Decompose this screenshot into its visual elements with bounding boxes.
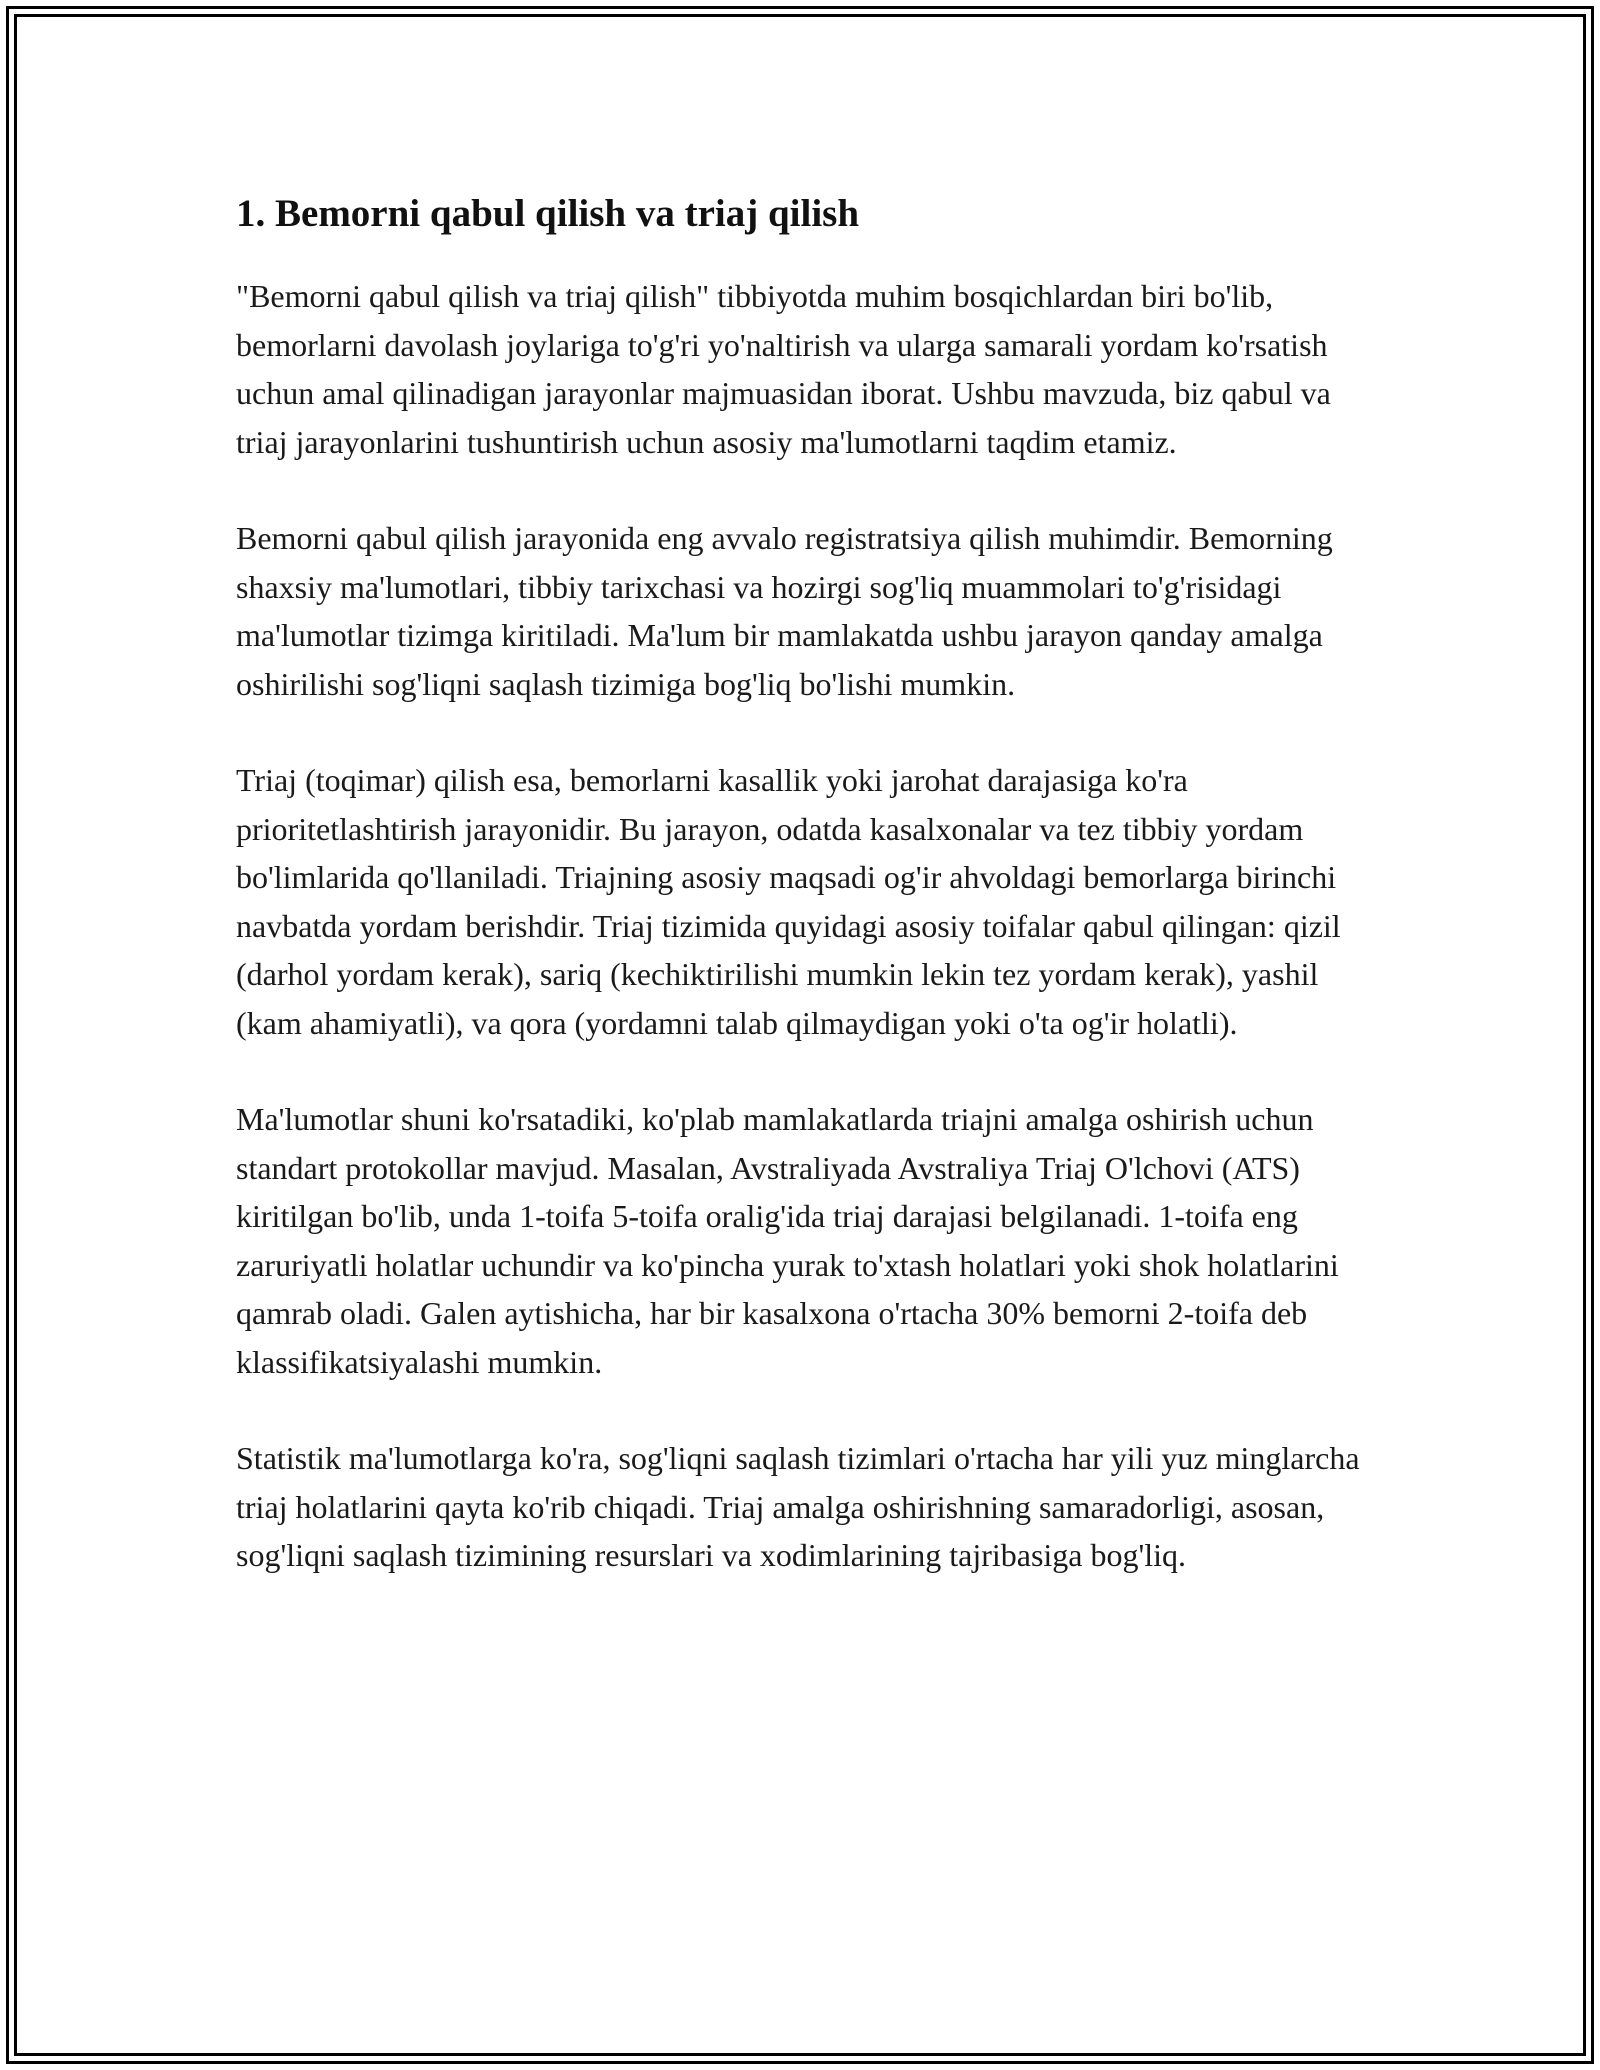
paragraph-registration: Bemorni qabul qilish jarayonida eng avvalo registratsiya qilish muhimdir. Bemorning shaxsiy ma'lumotlari, tibbiy tarixchasi va hozirgi sog'liq muammolari to'g'risidagi ma'lumotlar tizimga kiritiladi. Ma'lum bir mamlakatda ushbu jarayon qanday amalga oshirilishi sog'liqni saqlash tizimiga bog'liq bo'lishi mumkin. xyxy=(236,520,1333,702)
paragraph-protocols: Ma'lumotlar shuni ko'rsatadiki, ko'plab mamlakatlarda triajni amalga oshirish uchun standart protokollar mavjud. Masalan, Avstraliyada Avstraliya Triaj O'lchovi (ATS) kiritilgan bo'lib, unda 1-toifa 5-toifa oralig'ida triaj darajasi belgilanadi. 1-toifa eng zaruriyatli holatlar uchundir va ko'pincha yurak to'xtash holatlari yoki shok holatlarini qamrab oladi. Galen aytishicha, har bir kasalxona o'rtacha 30% bemorni 2-toifa deb klassifikatsiyalashi mumkin. xyxy=(236,1101,1339,1380)
paragraph-triage-categories: Triaj (toqimar) qilish esa, bemorlarni kasallik yoki jarohat darajasiga ko'ra prioritetlashtirish jarayonidir. Bu jarayon, odatda kasalxonalar va tez tibbiy yordam bo'limlarida qo'llaniladi. Triajning asosiy maqsadi og'ir ahvoldagi bemorlarga birinchi navbatda yordam berishdir. Triaj tizimida quyidagi asosiy toifalar qabul qilingan: qizil (darhol yordam kerak), sariq (kechiktirilishi mumkin lekin tez yordam kerak), yashil (kam ahamiyatli), va qora (yordamni talab qilmaydigan yoki o'ta og'ir holatli). xyxy=(236,762,1341,1041)
paragraph-statistics: Statistik ma'lumotlarga ko'ra, sog'liqni saqlash tizimlari o'rtacha har yili yuz minglarcha triaj holatlarini qayta ko'rib chiqadi. Triaj amalga oshirishning samaradorligi, asosan, sog'liqni saqlash tizimining resurslari va xodimlarining tajribasiga bog'liq. xyxy=(236,1440,1360,1573)
document-body xyxy=(236,186,1366,1628)
paragraph-intro: "Bemorni qabul qilish va triaj qilish" tibbiyotda muhim bosqichlardan biri bo'lib, bemorlarni davolash joylariga to'g'ri yo'naltirish va ularga samarali yordam ko'rsatish uchun amal qilinadigan jarayonlar majmuasidan iborat. Ushbu mavzuda, biz qabul va triaj jarayonlarini tushuntirish uchun asosiy ma'lumotlarni taqdim etamiz. xyxy=(236,278,1331,460)
section-heading: 1. Bemorni qabul qilish va triaj qilish xyxy=(236,192,860,235)
